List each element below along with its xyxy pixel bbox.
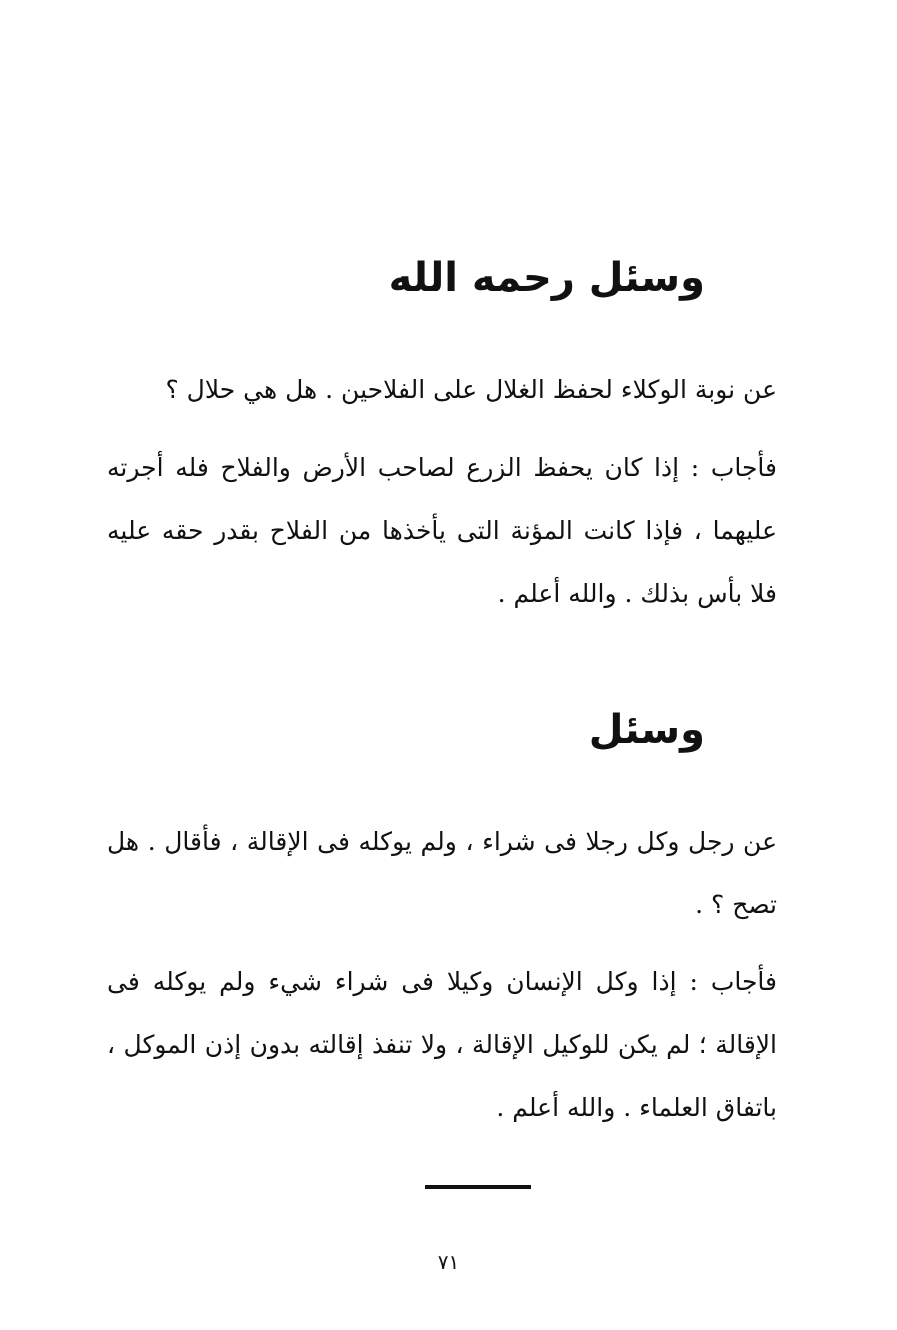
end-divider-line <box>425 1185 531 1189</box>
section-heading-2: وسئل <box>588 707 705 753</box>
question-2-text: عن رجل وكل رجلا فى شراء ، ولم يوكله فى الإقالة ، فأقال . هل تصح ؟ . <box>107 827 777 919</box>
answer-1-text: فأجاب : إذا كان يحفظ الزرع لصاحب الأرض والفلاح فله أجرته عليهما ، فإذا كانت المؤنة التى يأخذها من الفلاح بقدر حقه عليه فلا بأس بذلك . والله أعلم . <box>107 453 777 608</box>
page-number: ٧١ <box>437 1250 460 1274</box>
question-1-text: عن نوبة الوكلاء لحفظ الغلال على الفلاحين . هل هي حلال ؟ <box>165 375 777 404</box>
section-heading-1: وسئل رحمه الله <box>388 255 705 301</box>
answer-2-text: فأجاب : إذا وكل الإنسان وكيلا فى شراء شيء ولم يوكله فى الإقالة ؛ لم يكن للوكيل الإقالة ، ولا تنفذ إقالته بدون إذن الموكل ، باتفاق العلماء . والله أعلم . <box>107 967 777 1122</box>
